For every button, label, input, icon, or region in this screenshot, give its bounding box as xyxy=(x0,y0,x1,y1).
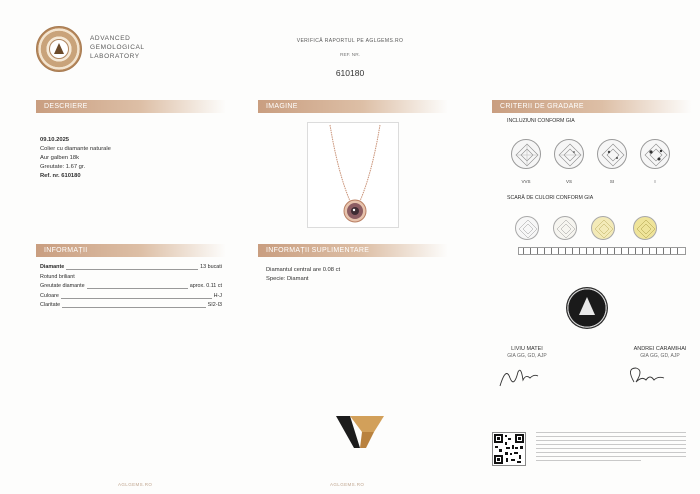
section-descriere: DESCRIERE xyxy=(36,100,226,113)
color-scale-tick xyxy=(586,248,587,254)
color-scale-tick xyxy=(565,248,566,254)
verify-report-text: VERIFICĂ RAPORTUL PE AGLGEMS.RO xyxy=(296,38,404,44)
info-row-key: Diamante xyxy=(40,264,65,270)
info-row-leader xyxy=(40,298,222,299)
lab-seal-logo xyxy=(36,26,82,72)
signature-title: GIA GG, GD, AJP xyxy=(507,353,547,359)
section-informatii-suplimentare: INFORMAȚII SUPLIMENTARE xyxy=(258,244,448,257)
clarity-label: I xyxy=(654,179,656,184)
section-informatii: INFORMAȚII xyxy=(36,244,226,257)
color-scale-tick xyxy=(523,248,524,254)
item-name: Colier cu diamante naturale xyxy=(40,146,111,152)
clarity-diamond-si xyxy=(597,139,627,169)
supplementary-line: Diamantul central are 0.08 ct xyxy=(266,267,341,273)
item-ref: Ref. nr. 610180 xyxy=(40,173,81,179)
info-row-value: 13 bucati xyxy=(200,264,222,270)
legal-fine-print xyxy=(536,432,686,466)
info-row xyxy=(40,263,222,271)
report-date: 09.10.2025 xyxy=(40,137,70,143)
info-row-leader xyxy=(40,307,222,308)
color-scale-tick xyxy=(530,248,531,254)
clarity-diamond-vvs xyxy=(511,139,541,169)
signature-title: GIA GG, GD, AJP xyxy=(640,353,680,359)
info-row-value: aprox. 0.11 ct xyxy=(189,283,222,289)
color-scale-tick xyxy=(607,248,608,254)
info-row-key: Greutate diamante xyxy=(40,283,85,289)
section-imagine: IMAGINE xyxy=(258,100,448,113)
info-row xyxy=(40,282,222,290)
info-row-key: Culoare xyxy=(40,292,59,299)
brand-line: LABORATORY xyxy=(90,53,140,60)
color-scale-tick xyxy=(677,248,678,254)
color-scale-tick xyxy=(663,248,664,254)
color-scale-tick xyxy=(572,248,573,254)
item-weight: Greutate: 1.67 gr. xyxy=(40,164,86,170)
ref-number: 610180 xyxy=(335,68,365,78)
description-block xyxy=(40,136,111,181)
info-row xyxy=(40,273,222,281)
signature-name: LIVIU MATEI xyxy=(511,346,543,352)
color-scale-tick xyxy=(551,248,552,254)
color-scale-tick xyxy=(537,248,538,254)
color-diamond-near-colorless xyxy=(553,216,577,240)
qr-code[interactable] xyxy=(492,432,526,466)
color-scale-tick xyxy=(579,248,580,254)
footer-website-left[interactable]: AGLGEMS.RO xyxy=(118,482,153,487)
signature-andrei-caramihai xyxy=(624,362,670,390)
clarity-diamond-i xyxy=(640,139,670,169)
color-diamond-faint-yellow xyxy=(591,216,615,240)
color-scale-tick xyxy=(558,248,559,254)
info-row-key: Rotund briliant xyxy=(40,273,75,280)
brand-mark-logo xyxy=(334,410,386,454)
lab-emblem-logo xyxy=(566,287,608,329)
clarity-label: VVS xyxy=(521,179,531,184)
color-scale-tick xyxy=(621,248,622,254)
color-scale-tick xyxy=(614,248,615,254)
color-scale-tick xyxy=(628,248,629,254)
clarity-label: VS xyxy=(565,179,572,184)
info-row xyxy=(40,301,222,309)
ref-label: REF. NR. xyxy=(340,53,360,58)
info-row-value: SI2-I3 xyxy=(207,302,222,308)
brand-line: ADVANCED xyxy=(90,35,131,42)
clarity-diamond-vs xyxy=(554,139,584,169)
color-scale-tick xyxy=(600,248,601,254)
section-criterii: CRITERII DE GRADARE xyxy=(492,100,692,113)
signature-name: ANDREI CARAMIHAI xyxy=(633,346,687,352)
color-scale-tick xyxy=(642,248,643,254)
brand-line: GEMOLOGICAL xyxy=(90,44,145,51)
color-scale-tick xyxy=(635,248,636,254)
color-diamond-colorless xyxy=(515,216,539,240)
clarity-title: INCLUZIUNI CONFORM GIA xyxy=(507,118,575,124)
signature-liviu-matei xyxy=(496,362,542,390)
clarity-label: SI xyxy=(609,179,615,184)
supplementary-line: Specie: Diamant xyxy=(266,276,309,282)
info-row xyxy=(40,292,222,300)
color-scale-tick xyxy=(656,248,657,254)
color-diamond-light-yellow xyxy=(633,216,657,240)
footer-website-center[interactable]: AGLGEMS.RO xyxy=(330,482,365,487)
product-image xyxy=(307,122,399,228)
color-scale-tick xyxy=(544,248,545,254)
color-scale-bar xyxy=(518,247,686,255)
color-scale-tick xyxy=(670,248,671,254)
info-row-value: H-J xyxy=(213,292,222,299)
info-row-key: Claritate xyxy=(40,302,61,308)
color-scale-tick xyxy=(649,248,650,254)
supplementary-block xyxy=(266,266,340,284)
item-metal: Aur galben 18k xyxy=(40,155,79,161)
color-scale-tick xyxy=(593,248,594,254)
info-row-leader xyxy=(40,269,222,270)
color-scale-title: SCARĂ DE CULORI CONFORM GIA xyxy=(507,195,594,201)
